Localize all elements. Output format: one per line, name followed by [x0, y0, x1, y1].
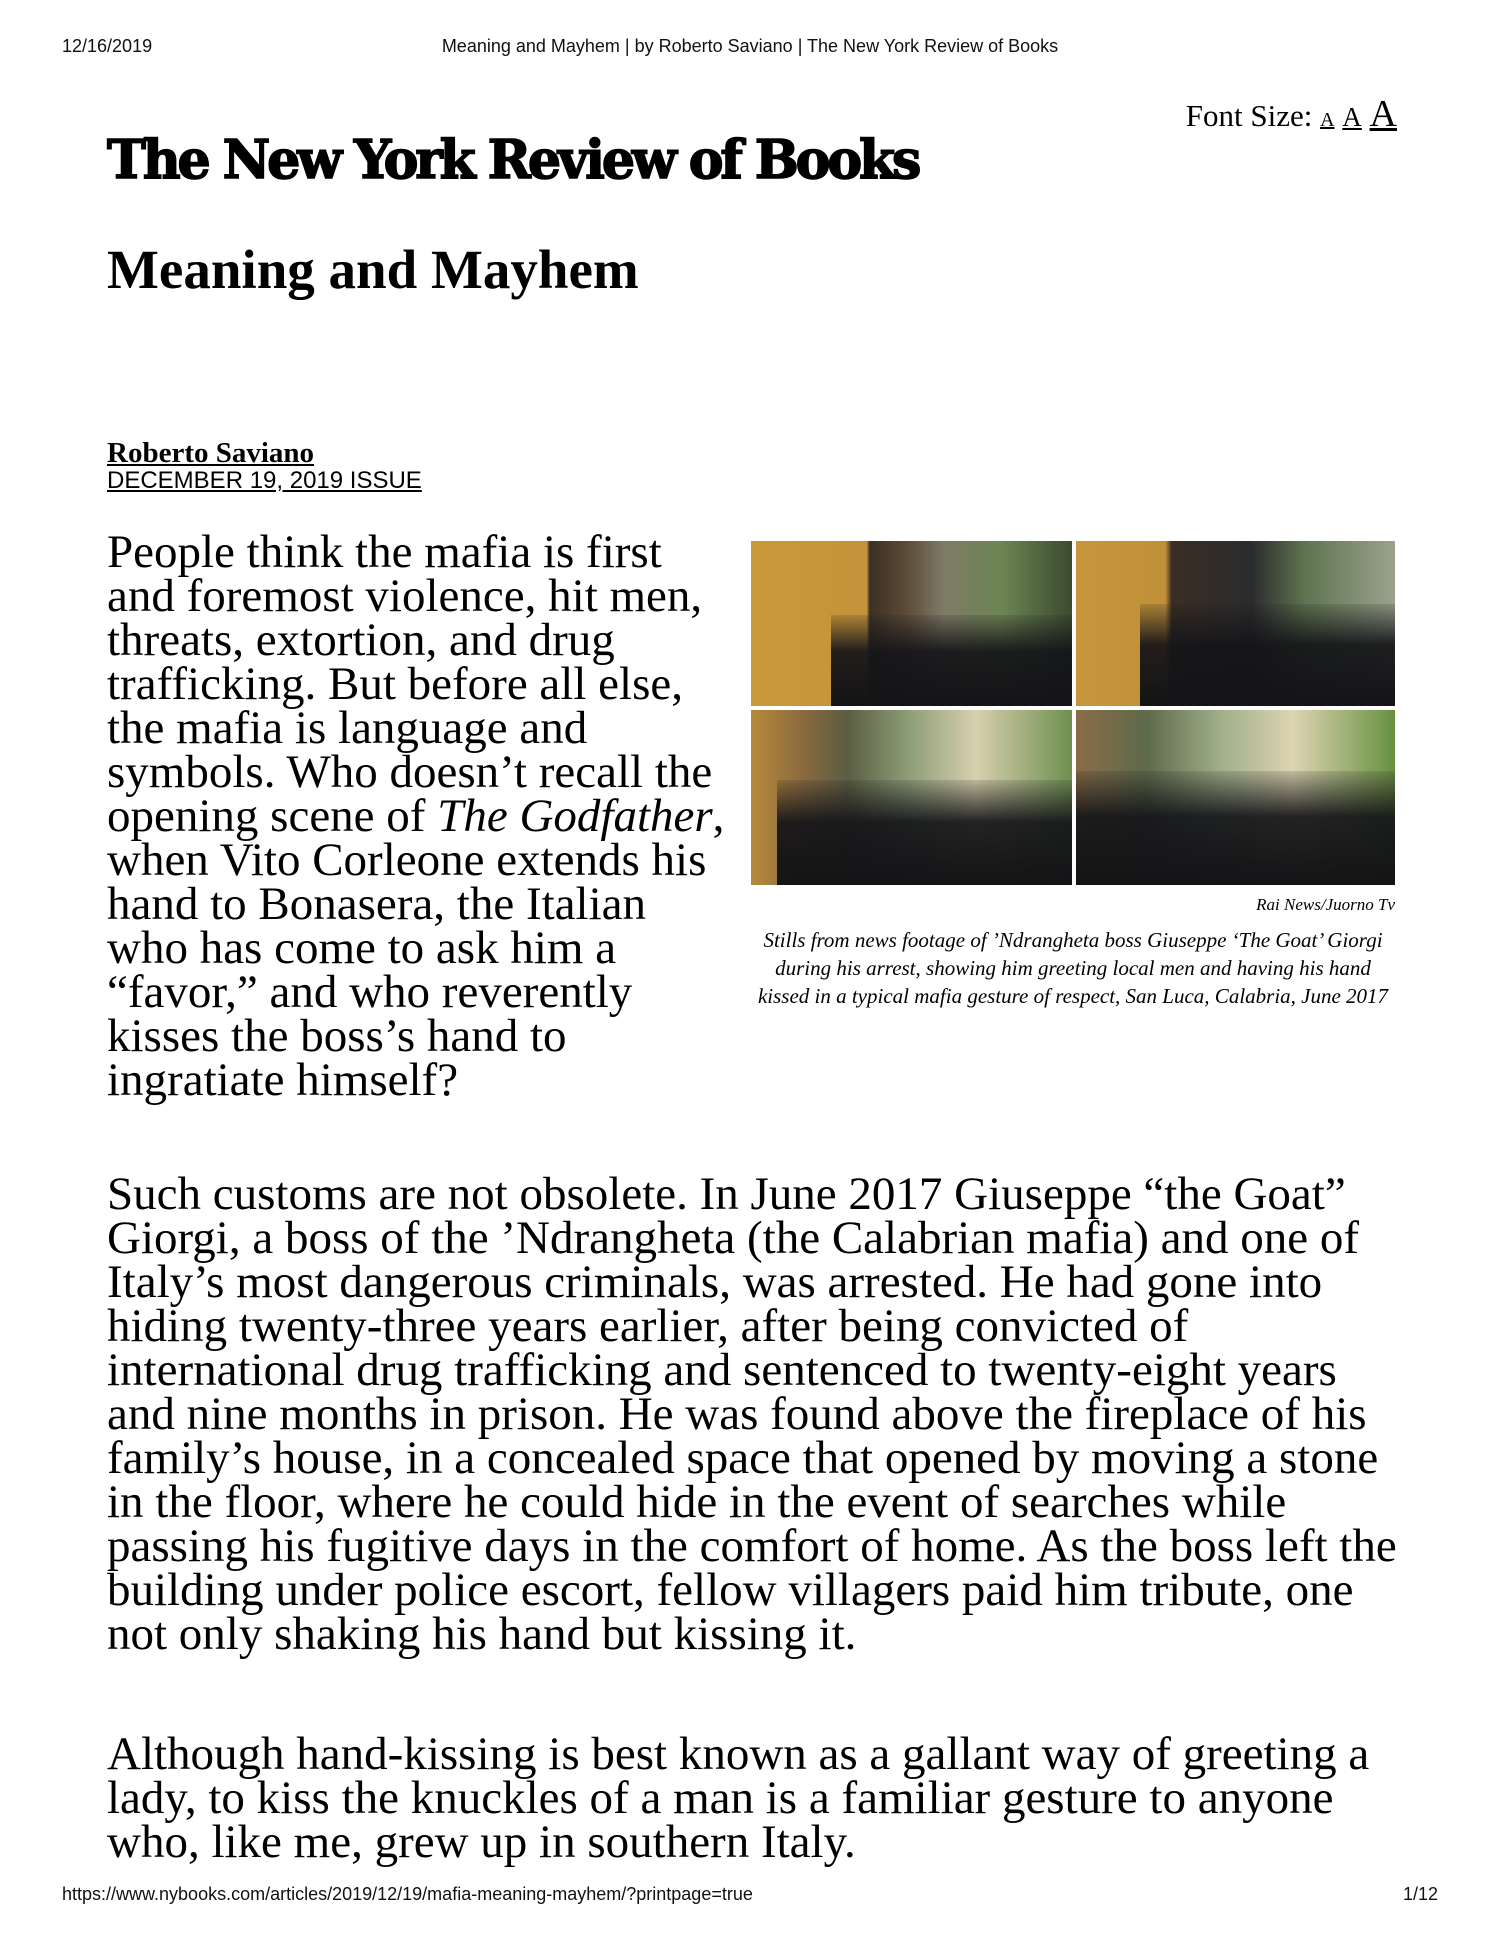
article-title: Meaning and Mayhem [107, 239, 639, 300]
font-size-label: Font Size: [1185, 98, 1313, 133]
page-number: 1/12 [1402, 1884, 1438, 1904]
masthead-logo [107, 130, 1015, 190]
crowd-shape [1076, 771, 1395, 885]
author-link[interactable]: Roberto Saviano [107, 437, 315, 469]
masthead-text: The New York Review of Books [107, 129, 919, 191]
byline [107, 438, 422, 494]
article-figure [751, 541, 1395, 1010]
film-title: The Godfather [437, 790, 713, 842]
crowd-shape [831, 615, 1072, 706]
image-credit: Rai News/Juorno Tv [1256, 895, 1395, 914]
paragraph-1-text-start: People think the mafia is first and foremost violence, hit men, threats, extortion, and drug trafficking. But before all else, the mafia is language and symbols. Who doesn’t recall the opening scene of [107, 526, 713, 842]
image-caption: Stills from news footage of ’Ndrangheta boss Giuseppe ‘The Goat’ Giorgi during his arrest, showing him greeting local men and having his hand kissed in a typical mafia gesture of respect, San Luca, Calabria, June 2017 [757, 928, 1389, 1008]
crowd-shape [1140, 604, 1395, 706]
font-size-small-link[interactable]: A [1320, 109, 1335, 131]
still-image-4 [1076, 710, 1395, 885]
still-image-2 [1076, 541, 1395, 706]
print-url: https://www.nybooks.com/articles/2019/12/19/mafia-meaning-mayhem/?printpage=true [62, 1884, 753, 1904]
crowd-shape [777, 780, 1072, 885]
font-size-medium-link[interactable]: A [1342, 102, 1362, 132]
print-date: 12/16/2019 [62, 36, 153, 56]
paragraph-1-text-end: , when Vito Corleone extends his hand to Bonasera, the Italian who has come to ask him a “favor,” and who reverently kisses the boss’s hand to ingratiate himself? [107, 790, 725, 1106]
article-paragraph-2: Such customs are not obsolete. In June 2017 Giuseppe “the Goat” Giorgi, a boss of the ’Ndrangheta (the Calabrian mafia) and one of Italy’s most dangerous criminals, was arrested. He had gone into hiding twenty-three years earlier, after being convicted of international drug trafficking and sentenced to twenty-eight years and nine months in prison. He was found above the fireplace of his family’s house, in a concealed space that opened by moving a stone in the floor, where he could hide in the event of searches while passing his fugitive days in the comfort of home. As the boss left the building under police escort, fellow villagers paid him tribute, one not only shaking his hand but kissing it. [107, 1168, 1397, 1660]
font-size-control [1186, 92, 1397, 136]
print-page-title: Meaning and Mayhem | by Roberto Saviano | The New York Review of Books [441, 36, 1059, 56]
article-paragraph-3: Although hand-kissing is best known as a gallant way of greeting a lady, to kiss the knuckles of a man is a familiar gesture to anyone who, like me, grew up in southern Italy. [107, 1728, 1370, 1868]
issue-link[interactable]: DECEMBER 19, 2019 ISSUE [107, 467, 422, 494]
article-paragraph-1 [107, 526, 727, 1106]
still-image-1 [751, 541, 1072, 706]
arrest-stills-image [751, 541, 1395, 885]
still-image-3 [751, 710, 1072, 885]
font-size-large-link[interactable]: A [1369, 93, 1397, 135]
